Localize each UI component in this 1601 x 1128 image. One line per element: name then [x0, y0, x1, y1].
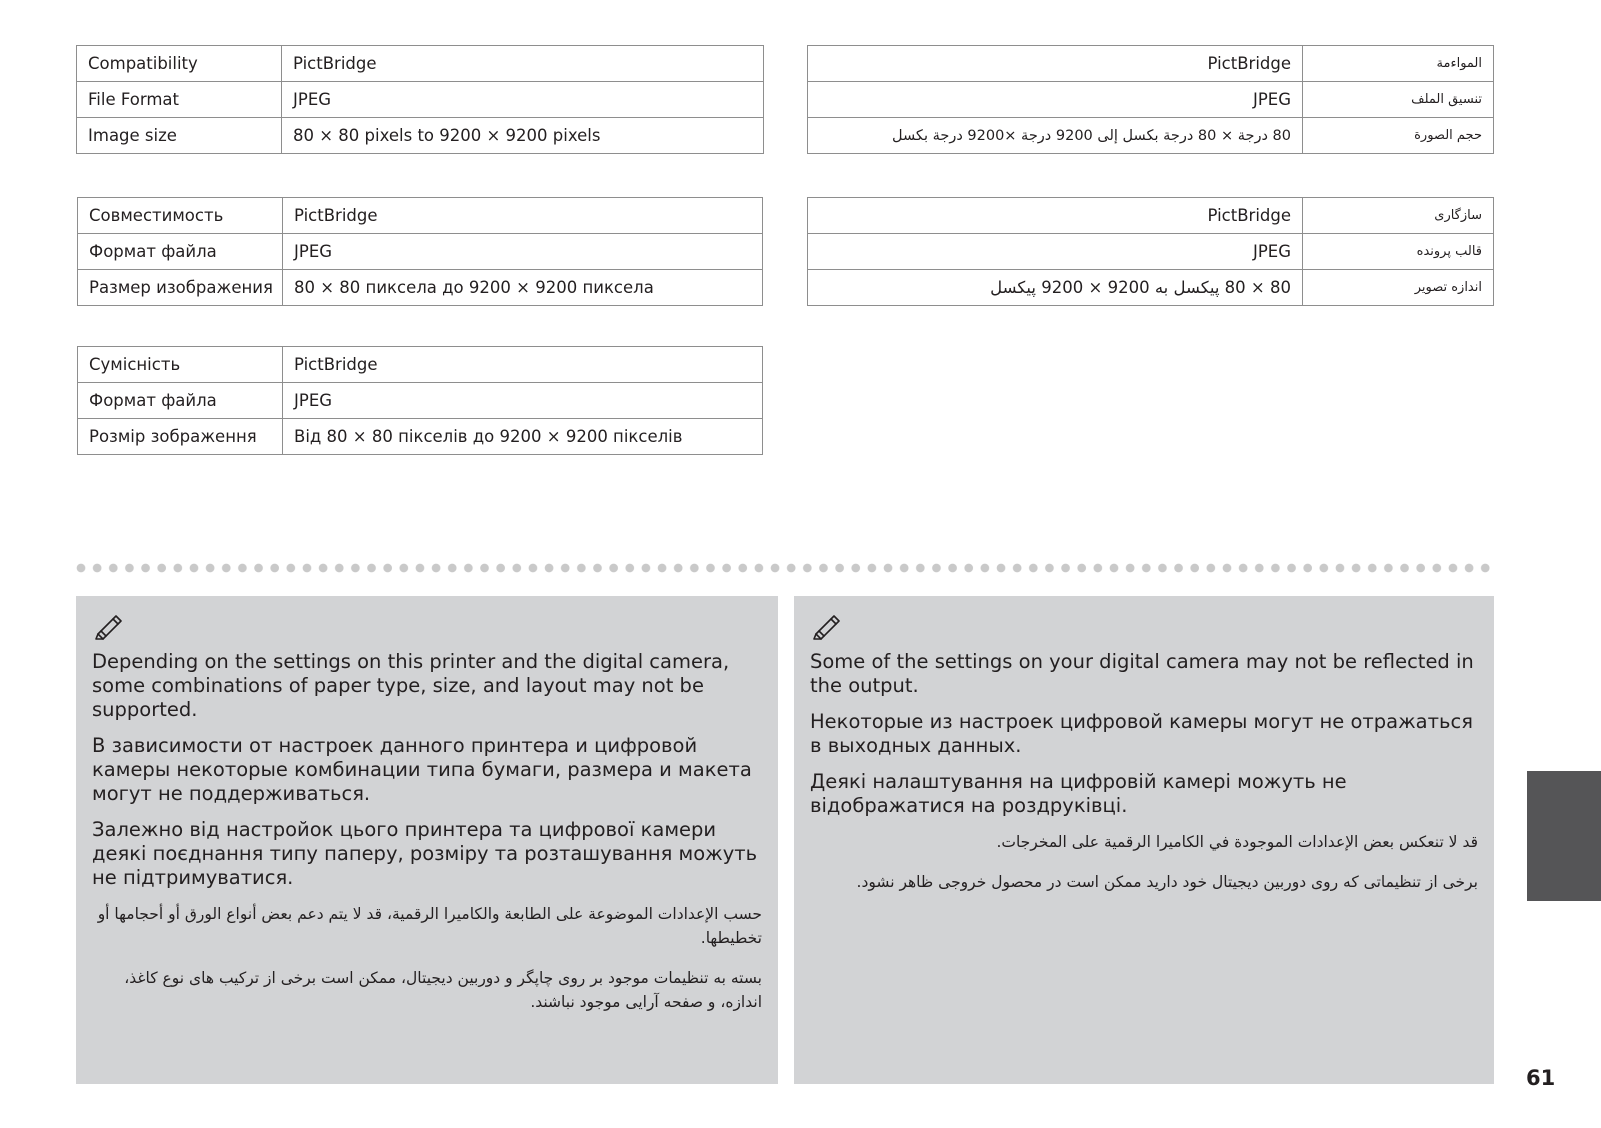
table-row	[78, 234, 763, 270]
row-label: Формат файла	[78, 234, 283, 270]
spec-table-uk	[77, 346, 763, 455]
row-label: Формат файла	[78, 383, 283, 419]
row-label: Compatibility	[77, 46, 282, 82]
row-label: File Format	[77, 82, 282, 118]
note-text-ru: В зависимости от настроек данного принтера и цифровой камеры некоторые комбинации типа бумаги, размера и макета могут не поддерживаться.	[92, 734, 752, 805]
note-box-right	[794, 596, 1494, 1084]
row-value: 80 × 80 пиксела до 9200 × 9200 пиксела	[283, 270, 763, 306]
row-value: PictBridge	[283, 347, 763, 383]
row-label: Размер изображения	[78, 270, 283, 306]
note-text-ar: حسب الإعدادات الموضوعة على الطابعة والكاميرا الرقمية، قد لا يتم دعم بعض أنواع الورق أو أحجامها أو تخطيطها.	[97, 905, 762, 947]
row-value: Від 80 × 80 пікселів до 9200 × 9200 пікселів	[283, 419, 763, 455]
page-number: 61	[1526, 1066, 1556, 1090]
table-row	[77, 82, 764, 118]
row-value: 80 درجة × 80 درجة بكسل إلى 9200 درجة ×9200 درجة بكسل	[808, 118, 1303, 154]
row-value: PictBridge	[283, 198, 763, 234]
row-label: سازگاری	[1303, 198, 1494, 234]
table-row	[78, 419, 763, 455]
row-label: تنسيق الملف	[1303, 82, 1494, 118]
row-label: المواءمة	[1303, 46, 1494, 82]
table-row	[78, 383, 763, 419]
row-label: Image size	[77, 118, 282, 154]
note-text-uk: Деякі налаштування на цифровій камері можуть не відображатися на роздруківці.	[810, 770, 1347, 817]
table-row	[808, 118, 1494, 154]
row-value: JPEG	[282, 82, 764, 118]
section-tab-marker	[1527, 771, 1601, 901]
row-label: قالب پرونده	[1303, 234, 1494, 270]
table-row	[78, 198, 763, 234]
table-row	[78, 347, 763, 383]
row-label: Розмір зображення	[78, 419, 283, 455]
row-label: حجم الصورة	[1303, 118, 1494, 154]
spec-table-ar	[807, 45, 1494, 154]
note-text-en: Some of the settings on your digital camera may not be reflected in the output.	[810, 650, 1474, 697]
row-label: Сумісність	[78, 347, 283, 383]
note-box-left	[76, 596, 778, 1084]
row-value: JPEG	[808, 234, 1303, 270]
row-value: PictBridge	[808, 198, 1303, 234]
table-row	[808, 270, 1494, 306]
spec-table-ru	[77, 197, 763, 306]
row-value: JPEG	[283, 234, 763, 270]
table-row	[78, 270, 763, 306]
row-label: اندازه تصویر	[1303, 270, 1494, 306]
spec-table-fa	[807, 197, 1494, 306]
row-value: PictBridge	[282, 46, 764, 82]
row-value: JPEG	[283, 383, 763, 419]
note-text-en: Depending on the settings on this printer and the digital camera, some combinations of paper type, size, and layout may not be supported.	[92, 650, 730, 721]
note-text-ar: قد لا تنعكس بعض الإعدادات الموجودة في الكاميرا الرقمية على المخرجات.	[996, 833, 1478, 851]
note-text-ru: Некоторые из настроек цифровой камеры могут не отражаться в выходных данных.	[810, 710, 1473, 757]
pencil-note-icon	[92, 610, 126, 640]
table-row	[808, 198, 1494, 234]
dotted-divider	[76, 563, 1494, 573]
table-row	[77, 118, 764, 154]
row-value: PictBridge	[808, 46, 1303, 82]
note-text-fa: برخی از تنظیماتی که روی دوربین دیجیتال خود دارید ممکن است در محصول خروجی ظاهر نشود.	[856, 873, 1478, 891]
table-row	[808, 234, 1494, 270]
row-label: Совместимость	[78, 198, 283, 234]
row-value: 80 × 80 pixels to 9200 × 9200 pixels	[282, 118, 764, 154]
row-value: 80 × 80 پیکسل به 9200 × 9200 پیکسل	[808, 270, 1303, 306]
row-value: JPEG	[808, 82, 1303, 118]
spec-table-en	[76, 45, 764, 154]
pencil-note-icon	[810, 610, 844, 640]
table-row	[808, 82, 1494, 118]
table-row	[808, 46, 1494, 82]
note-text-fa: بسته به تنظیمات موجود بر روی چاپگر و دوربین دیجیتال، ممکن است برخی از ترکیب های نوع کاغذ، اندازه، و صفحه آرایی موجود نباشند.	[124, 969, 762, 1011]
table-row	[77, 46, 764, 82]
note-text-uk: Залежно від настройок цього принтера та цифрової камери деякі поєднання типу паперу, розміру та розташування можуть не підтримуватися.	[92, 818, 758, 889]
